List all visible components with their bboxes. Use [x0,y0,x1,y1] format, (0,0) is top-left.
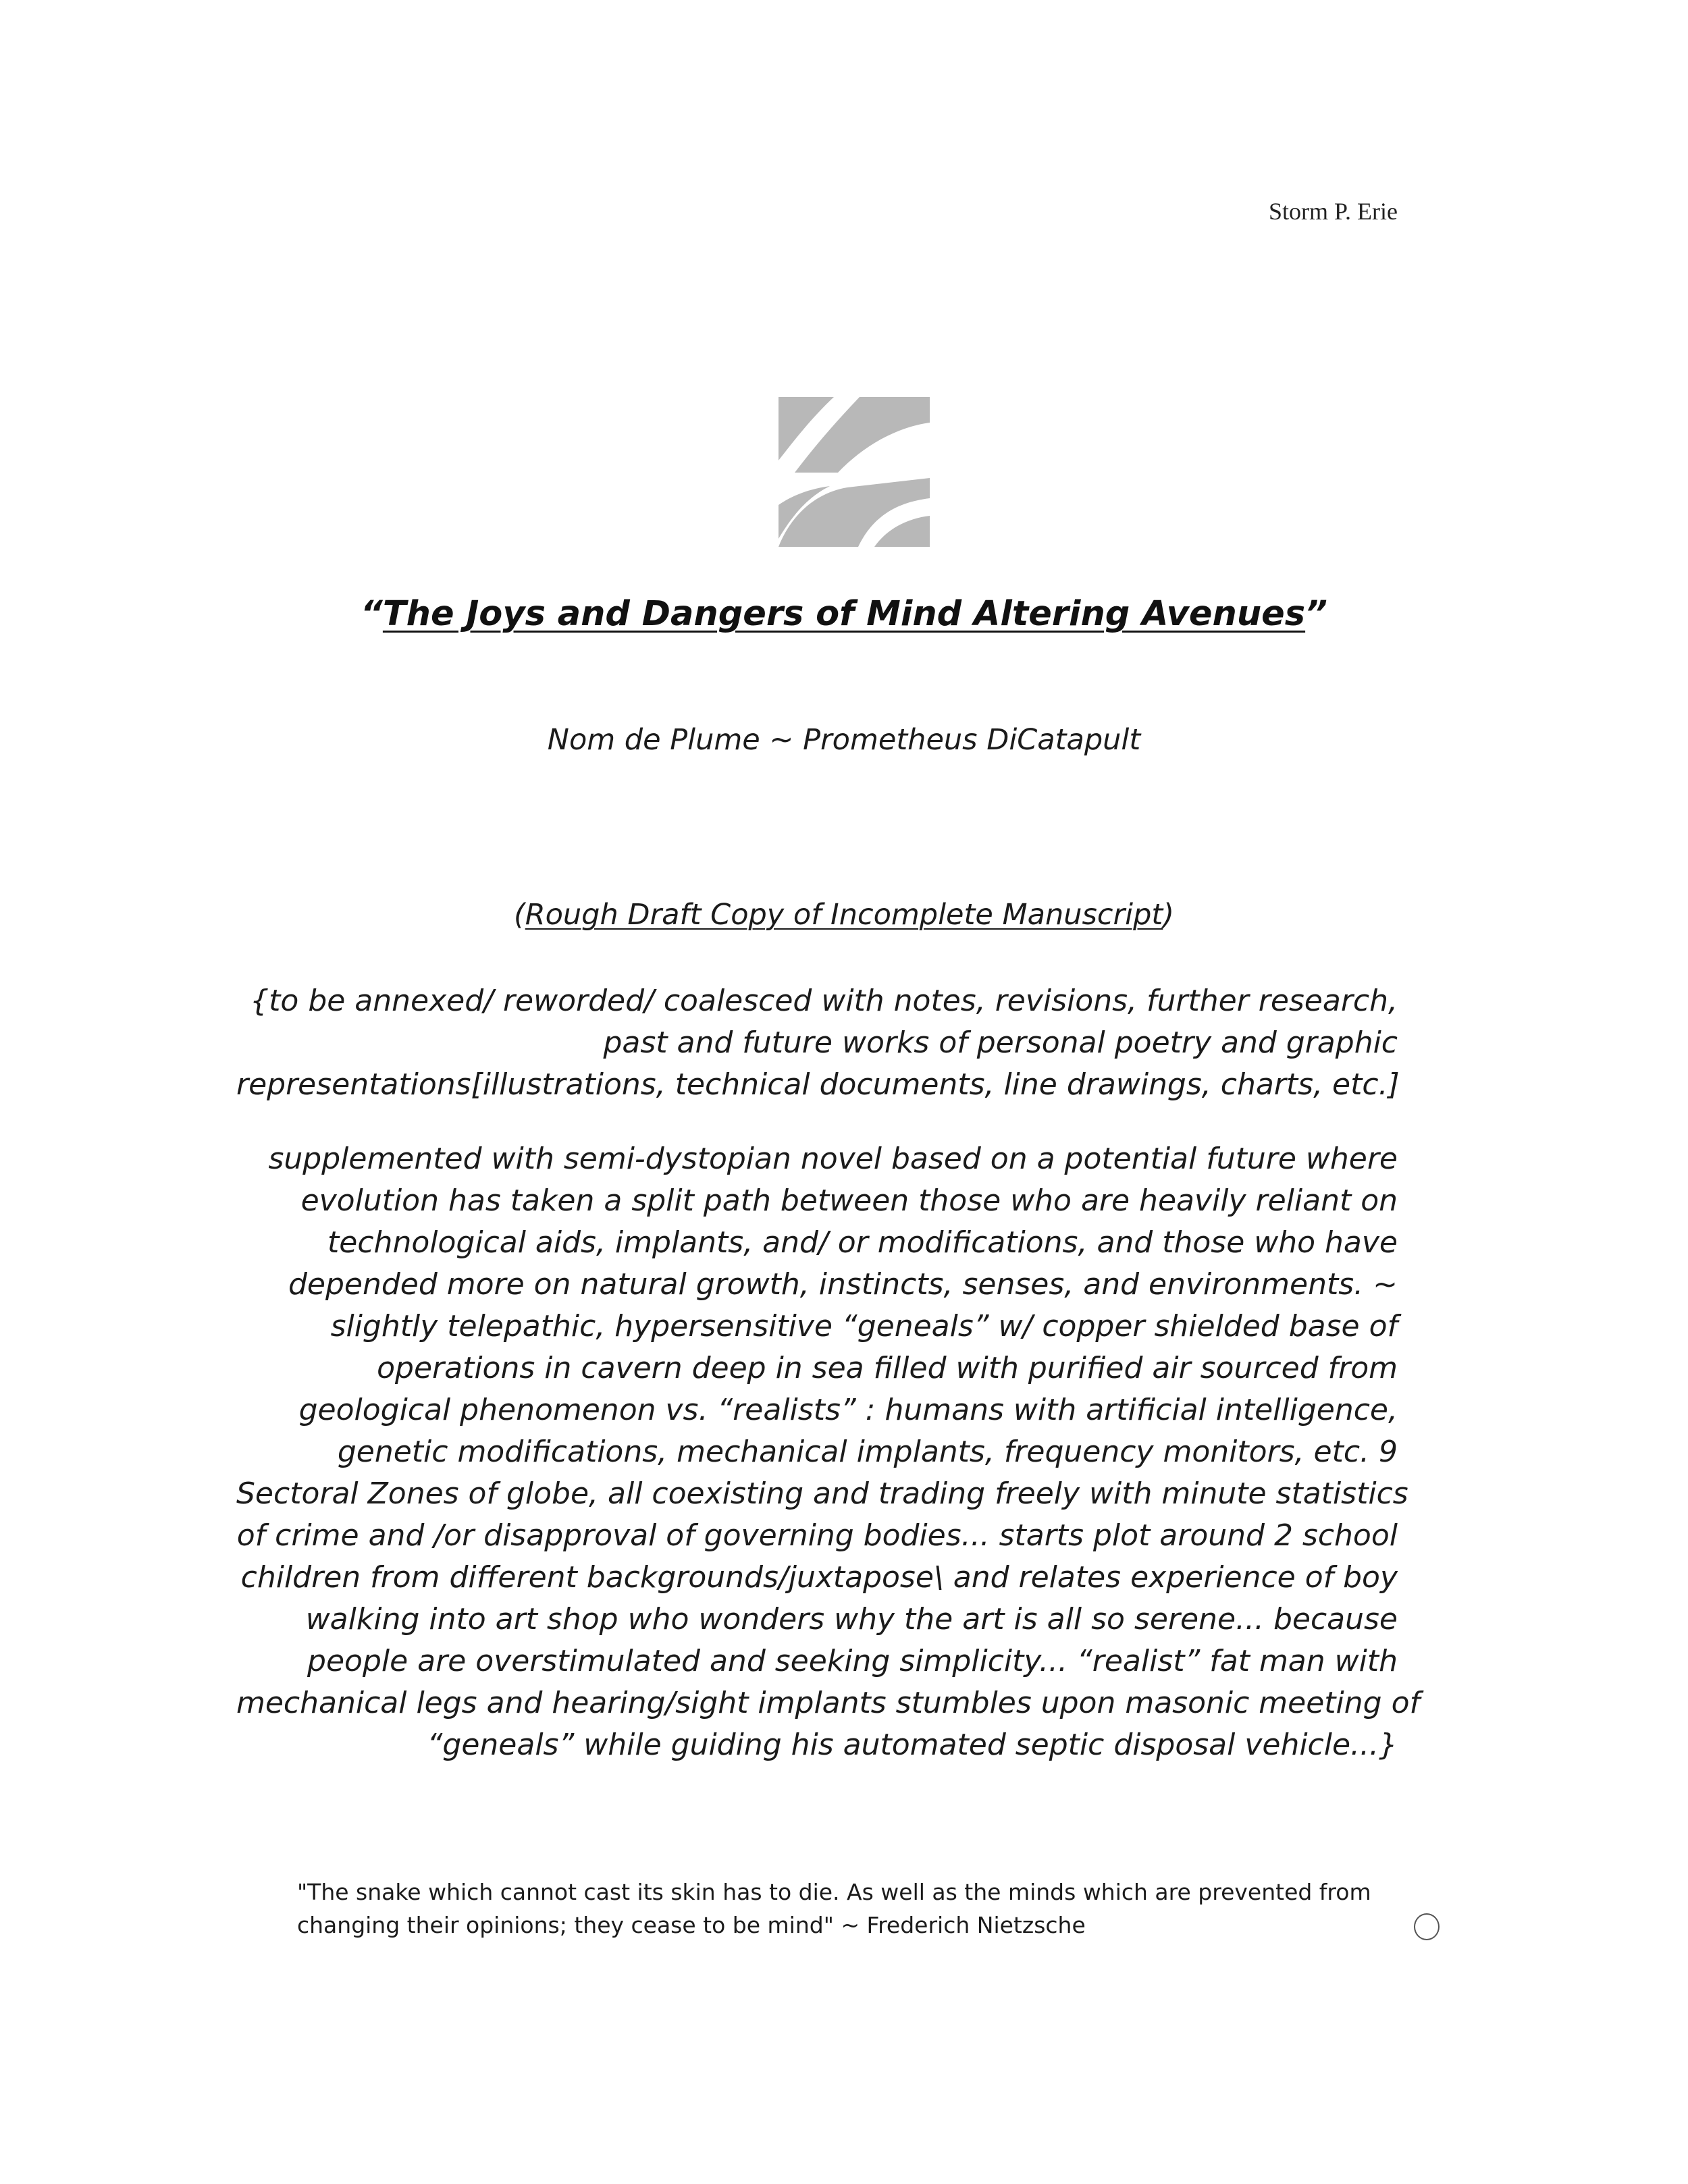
pen-name: Nom de Plume ~ Prometheus DiCatapult [547,723,1141,757]
synopsis-paragraph [236,1138,1420,1766]
synopsis-line: of crime and /or disapproval of governing bodies... starts plot around 2 school [236,1518,1398,1553]
synopsis-line: mechanical legs and hearing/sight implants stumbles upon masonic meeting of [236,1686,1420,1720]
stripes-logo-icon [779,397,930,547]
title-close-quote: ” [1305,594,1327,634]
notes-line: {to be annexed/ reworded/ coalesced with notes, revisions, further research, [250,984,1398,1018]
draft-open-paren: ( [513,898,525,932]
synopsis-line: “geneals” while guiding his automated septic disposal vehicle...} [427,1728,1398,1762]
synopsis-line: Sectoral Zones of globe, all coexisting and trading freely with minute statistics [236,1476,1408,1511]
draft-label [0,898,1688,932]
synopsis-line: depended more on natural growth, instincts, senses, and environments. ~ [288,1267,1398,1302]
title-open-quote: “ [361,594,383,634]
document-title [0,594,1688,634]
synopsis-line: genetic modifications, mechanical implants, frequency monitors, etc. 9 [337,1435,1398,1469]
synopsis-line: evolution has taken a split path between those who are heavily reliant on [300,1183,1398,1218]
notes-paragraph [236,980,1398,1106]
synopsis-line: technological aids, implants, and/ or modifications, and those who have [327,1225,1398,1260]
synopsis-line: people are overstimulated and seeking simplicity... “realist” fat man with [307,1644,1398,1678]
epigraph-quote [297,1875,1445,1942]
logo-stripe-4 [874,516,930,547]
synopsis-line: walking into art shop who wonders why the art is all so serene... because [305,1602,1398,1636]
synopsis-line: children from different backgrounds/juxtapose\ and relates experience of boy [240,1560,1398,1595]
title-text: The Joys and Dangers of Mind Altering Avenues [382,594,1306,634]
synopsis-line: slightly telepathic, hypersensitive “geneals” w/ copper shielded base of [330,1309,1398,1343]
synopsis-line: operations in cavern deep in sea filled with purified air sourced from [377,1351,1398,1385]
synopsis-line: geological phenomenon vs. “realists” : humans with artificial intelligence, [298,1393,1398,1427]
notes-line: representations[illustrations, technical documents, line drawings, charts, etc.] [236,1067,1400,1102]
draft-label-text: Rough Draft Copy of Incomplete Manuscript [525,898,1163,932]
synopsis-line: supplemented with semi-dystopian novel based on a potential future where [268,1142,1398,1176]
epigraph-line: changing their opinions; they cease to be mind" ~ Frederich Nietzsche [297,1912,1086,1938]
epigraph-line: "The snake which cannot cast its skin has to die. As well as the minds which are prevented from [297,1879,1371,1905]
draft-close-paren: ) [1163,898,1175,932]
author-name: Storm P. Erie [1268,198,1398,225]
circle-mark-icon [1414,1913,1440,1940]
notes-line: past and future works of personal poetry and graphic [603,1026,1398,1060]
